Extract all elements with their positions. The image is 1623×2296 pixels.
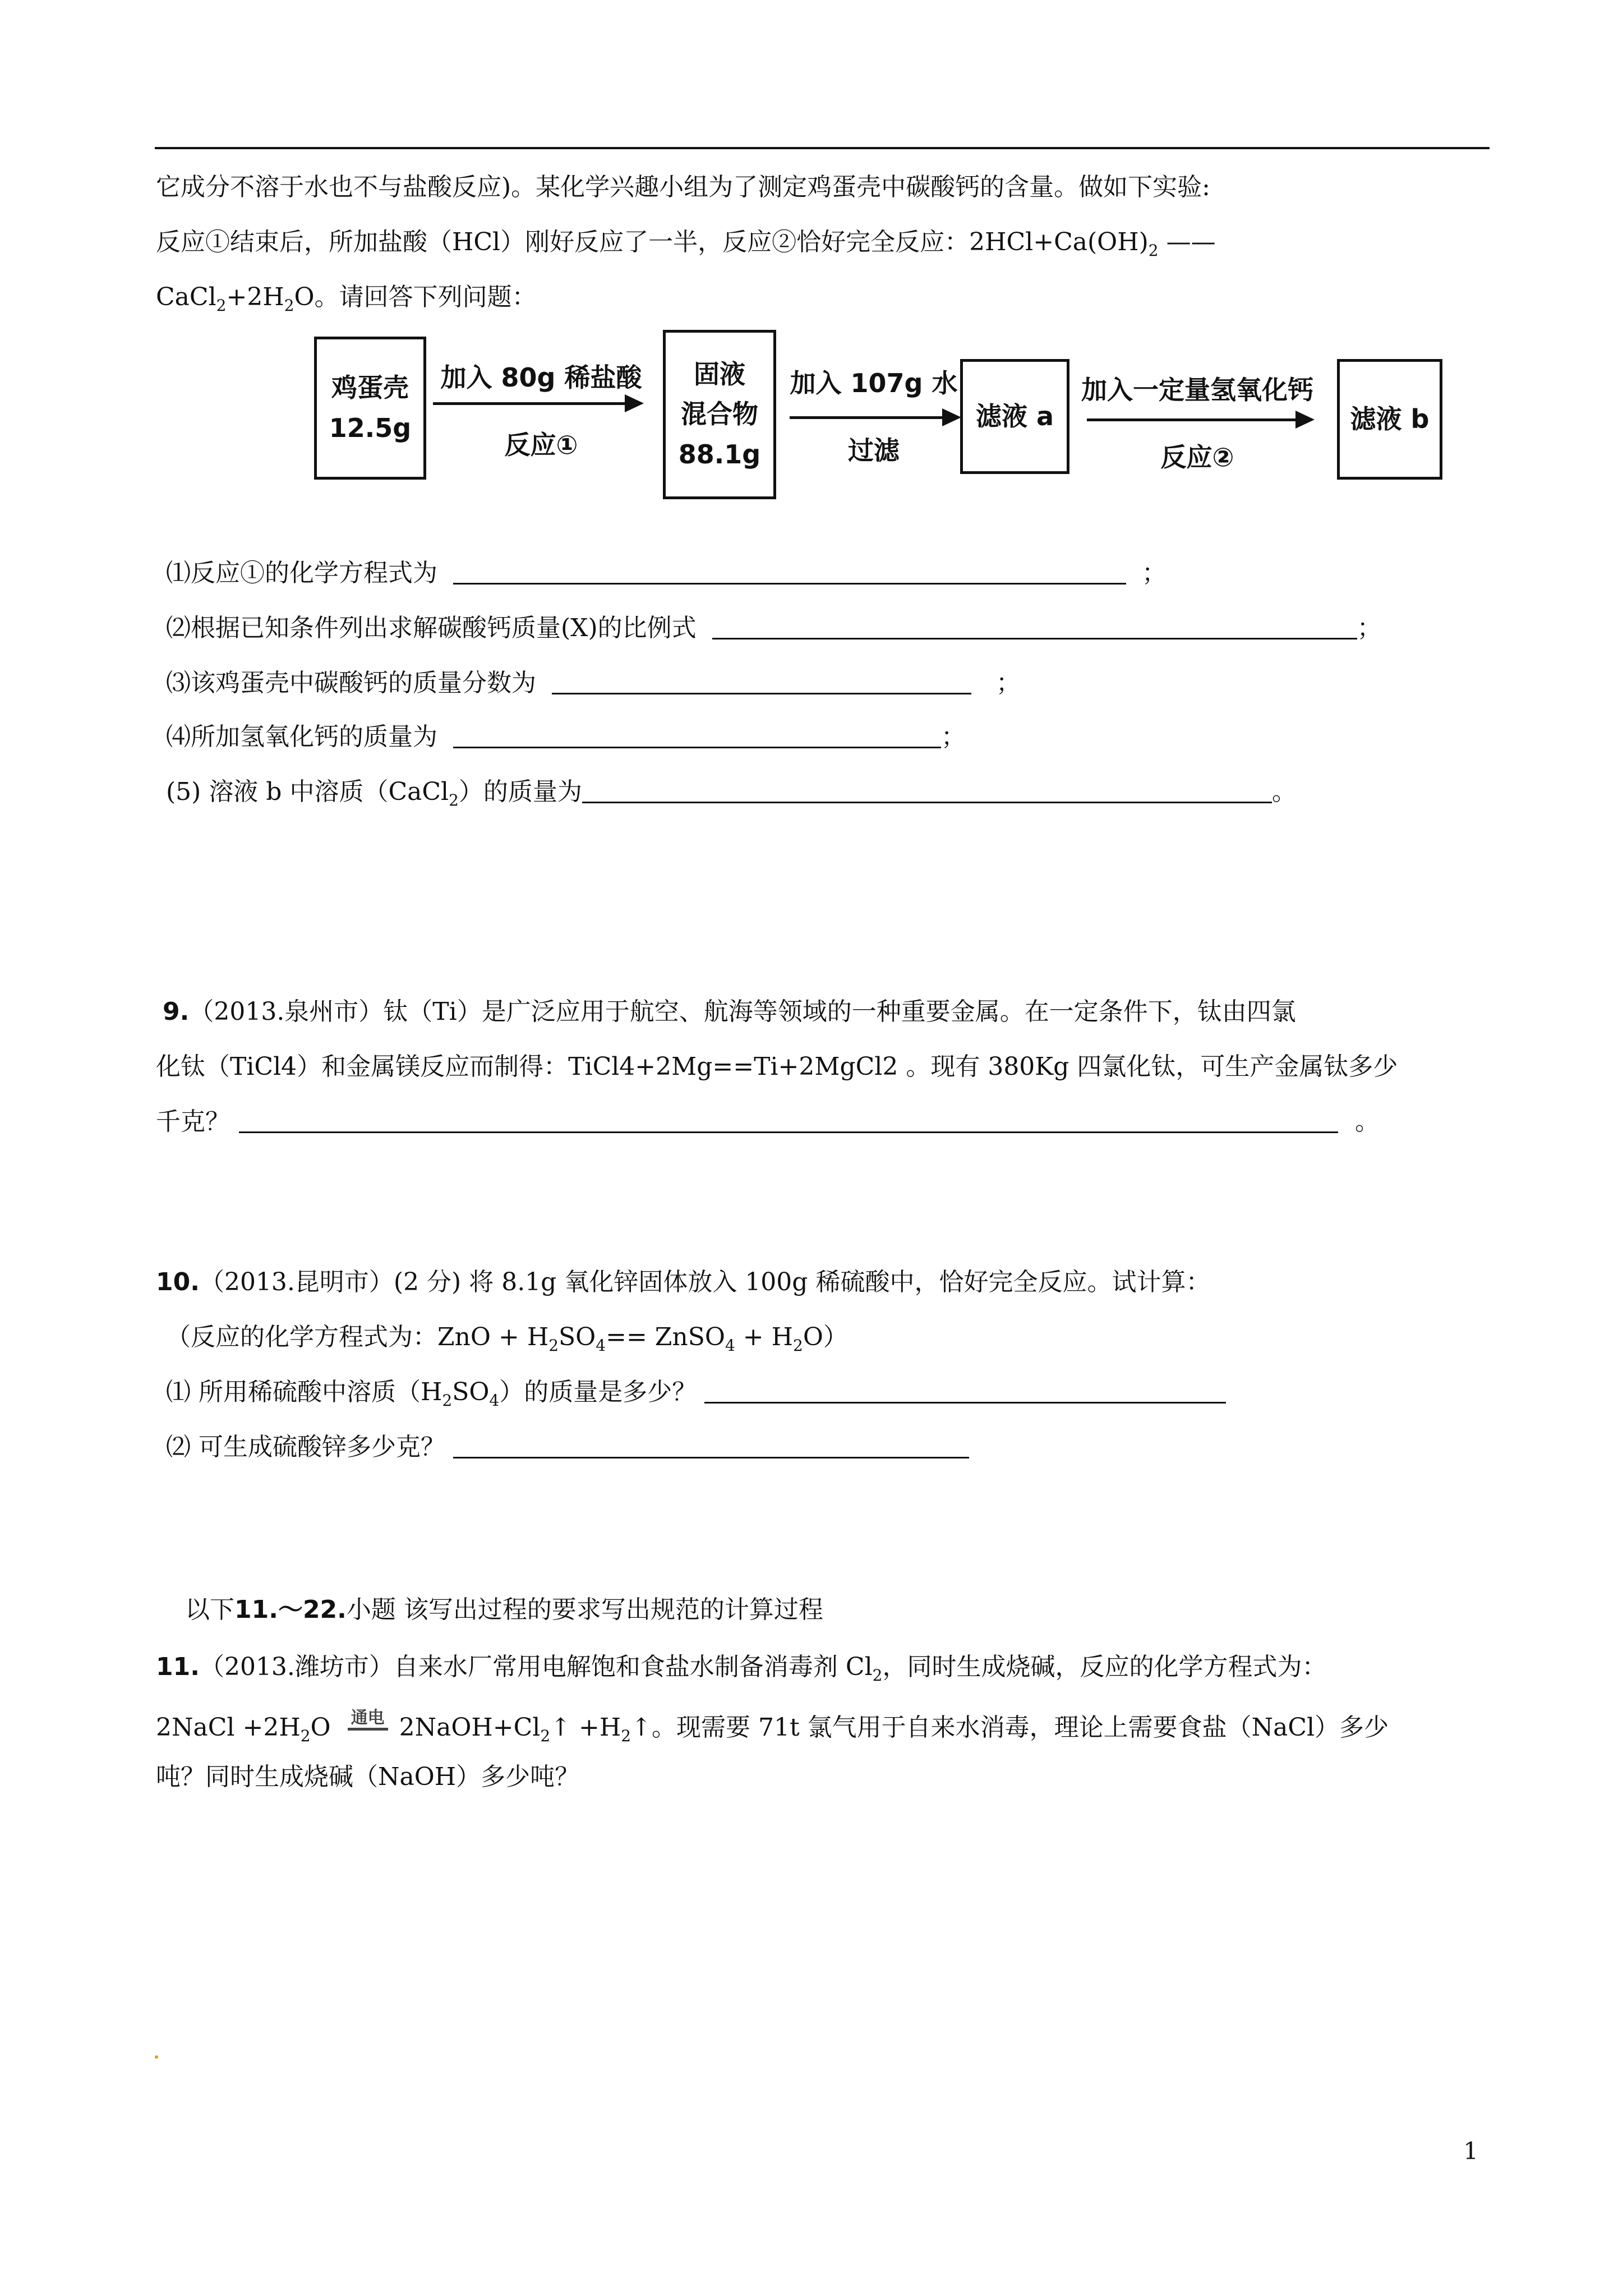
header-rule [155,147,1490,149]
q10-equation: （反应的化学方程式为：ZnO + $H_2SO_4==$ ZnSO$_4$ + $H_2O$） [166,1323,848,1355]
q10-part2-answer-blank[interactable] [453,1435,969,1458]
intro-line-3: $CaCl_2+2H_2O$。请回答下列问题： [156,283,537,315]
arrow2-top-label: 加入 107g 水 [790,368,958,398]
q8-part5-answer-blank[interactable] [582,780,1272,803]
q8-part1: ⑴反应①的化学方程式为 ； [166,559,1166,587]
q9-line-3: 千克？ 。 [156,1107,1380,1136]
q10-part2: ⑵ 可生成硫酸锌多少克？ [166,1435,969,1460]
q11-equation-line: 2NaCl $+2H_2O$ 通电 $2NaOH+Cl_2↑$ $+H_2↑$。现需要 71t 氯气用于自来水消毒，理论上需要食盐（NaCl）多少 [156,1708,1389,1745]
q11-line-1: 11.（2013.潍坊市）自来水厂常用电解饱和食盐水制备消毒剂 $Cl_2$，同时生成烧碱，反应的化学方程式为： [156,1653,1327,1685]
q9-line-2: 化钛（TiCl4）和金属镁反应而制得：TiCl4+2Mg==Ti+2MgCl2 。现有 380Kg 四氯化钛，可生产金属钛多少 [156,1052,1398,1081]
q8-part5: (5) 溶液 b 中溶质（CaCl$_2$）的质量为 。 [166,777,1297,809]
arrow2 [790,416,958,419]
flow-box-eggshell-title: 鸡蛋壳 [331,372,409,403]
arrow1 [433,402,640,405]
calculation-instruction: 以下11.～22.小题 该写出过程的要求写出规范的计算过程 [185,1595,823,1624]
q10-number: 10. [156,1268,200,1296]
q8-part3: ⑶该鸡蛋壳中碳酸钙的质量分数为 ； [166,669,1021,697]
flow-box-filtrate-a [960,359,1069,474]
flow-box-mixture-mass: 88.1g [678,439,761,470]
q9-number: 9. [163,997,190,1026]
q11-number: 11. [156,1653,200,1681]
q9-answer-blank[interactable] [239,1110,1338,1133]
flow-box-filtrate-b [1337,359,1442,480]
q8-part1-answer-blank[interactable] [453,562,1126,585]
page-number: 1 [1463,2137,1478,2165]
q10-part1: ⑴ 所用稀硫酸中溶质$(H_2SO_4)$的质量是多少？ [166,1380,1226,1409]
arrow3-top-label: 加入一定量氢氧化钙 [1081,375,1313,405]
flow-box-filtrate-b-label: 滤液 b [1350,403,1430,434]
flow-box-mixture [663,330,776,499]
arrow1-bottom-label: 反应① [504,430,578,460]
q10-line-1: 10.（2013.昆明市）(2 分) 将 8.1g 氧化锌固体放入 100g 稀硫酸中，恰好完全反应。试计算： [156,1268,1211,1296]
arrow3 [1087,418,1311,421]
intro-line-1: 它成分不溶于水也不与盐酸反应)。某化学兴趣小组为了测定鸡蛋壳中碳酸钙的含量。做如下实验: [156,173,1210,201]
q8-part4-answer-blank[interactable] [453,725,941,748]
q11-line-3: 吨？同时生成烧碱（NaOH）多少吨？ [156,1763,580,1791]
q8-part2-answer-blank[interactable] [712,616,1357,639]
arrow3-bottom-label: 反应② [1160,442,1234,472]
flow-box-eggshell [314,337,426,480]
electrolysis-condition-label: 通电 [348,1710,388,1731]
arrow1-top-label: 加入 80g 稀盐酸 [440,362,642,393]
flow-box-mixture-line2: 混合物 [681,399,758,430]
q10-part1-answer-blank[interactable] [704,1381,1226,1404]
intro-line-2: 反应①结束后，所加盐酸（HCl）刚好反应了一半，反应②恰好完全反应：$2HCl+Ca(OH)_2$ —— [156,228,1216,260]
flow-box-eggshell-mass: 12.5g [329,412,412,443]
q8-part3-answer-blank[interactable] [552,671,971,694]
flow-box-mixture-line1: 固液 [694,359,745,390]
flow-box-filtrate-a-label: 滤液 a [975,401,1054,431]
q9-line-1: 9.（2013.泉州市）钛（Ti）是广泛应用于航空、航海等领域的一种重要金属。在一定条件下，钛由四氯 [163,997,1296,1026]
arrow2-bottom-label: 过滤 [848,435,900,466]
q8-part2: ⑵根据已知条件列出求解碳酸钙质量(X)的比例式 ； [166,614,1382,642]
stray-mark [155,2055,158,2059]
q8-part4: ⑷所加氢氧化钙的质量为 ； [166,723,966,751]
